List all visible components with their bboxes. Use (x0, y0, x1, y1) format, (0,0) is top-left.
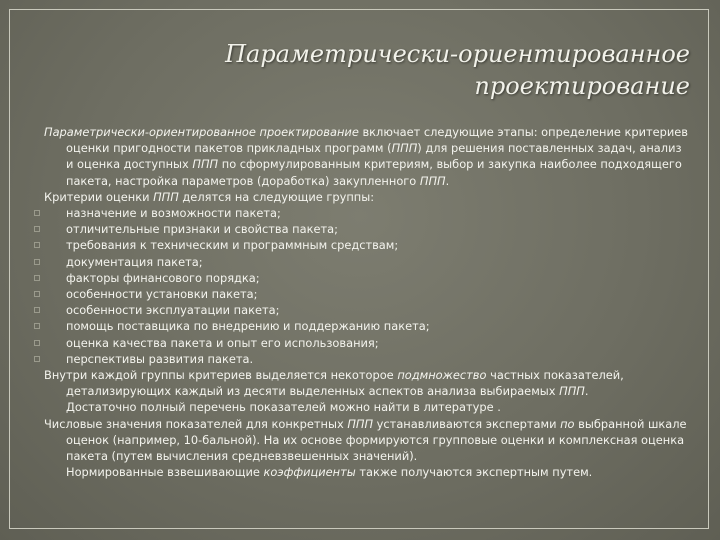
ppp-abbr: ППП (192, 157, 219, 172)
bullet-square-icon (34, 242, 40, 248)
list-item-text: помощь поставщика по внедрению и поддержанию пакета; (66, 319, 430, 334)
subset-text-4: Достаточно полный перечень показателей можно найти в литературе . (66, 400, 501, 415)
bullet-square-icon (34, 323, 40, 329)
term-emphasis: Параметрически-ориентированное проектирование (44, 125, 359, 139)
bullet-square-icon (34, 307, 40, 313)
list-item-text: перспективы развития пакета. (66, 351, 254, 366)
bullet-square-icon (34, 340, 40, 346)
list-item (44, 335, 692, 351)
list-item (44, 318, 692, 334)
ppp-abbr: ППП (419, 173, 446, 188)
ppp-abbr: ППП (347, 416, 374, 431)
list-item (44, 254, 692, 270)
list-item-text: факторы финансового порядка; (66, 270, 260, 285)
bullet-square-icon (34, 226, 40, 232)
list-item-text: особенности эксплуатации пакета; (66, 303, 280, 318)
values-text-5: также получаются экспертным путем. (355, 465, 593, 480)
bullet-square-icon (34, 291, 40, 297)
subset-text-1: Внутри каждой группы критериев выделяется некоторое (44, 368, 398, 383)
subset-text-3: . (584, 384, 589, 399)
list-item-text: оценка качества пакета и опыт его использования; (66, 335, 379, 350)
list-item-text: назначение и возможности пакета; (66, 206, 281, 221)
list-item-text: отличительные признаки и свойства пакета; (66, 222, 338, 237)
bullet-square-icon (34, 210, 40, 216)
slide-body (44, 124, 692, 480)
intro-text-2: ) для решения поставленных задач, анализ и оценка доступных (66, 141, 682, 172)
list-item (44, 237, 692, 253)
intro-text-1: включает следующие этапы: определение критериев оценки пригодности пакетов прикладных программ ( (66, 125, 688, 156)
values-text-2: устанавливаются экспертами (373, 416, 561, 431)
list-item (44, 286, 692, 302)
bullet-square-icon (34, 356, 40, 362)
coefficients-emphasis: коэффициенты (263, 465, 356, 480)
paragraph-subset (44, 367, 692, 416)
list-item (44, 221, 692, 237)
list-item-text: особенности установки пакета; (66, 287, 258, 302)
intro-text-3: по сформулированным критериям, выбор и закупка наиболее подходящего пакета, настройка параметров (доработка) закупленного (66, 157, 682, 188)
list-item-text: документация пакета; (66, 254, 203, 269)
criteria-list (44, 205, 692, 367)
bullet-square-icon (34, 275, 40, 281)
paragraph-values (44, 416, 692, 481)
paragraph-criteria-heading (44, 189, 692, 205)
list-item-text: требования к техническим и программным средствам; (66, 238, 399, 253)
ppp-abbr: ППП (153, 189, 179, 204)
values-text-1: Числовые значения показателей для конкретных (44, 416, 348, 431)
subset-emphasis: подмножество (397, 368, 487, 383)
list-item (44, 351, 692, 367)
values-text-4: Нормированные взвешивающие (66, 465, 264, 480)
criteria-text-2: делятся на следующие группы: (178, 189, 375, 204)
criteria-text-1: Критерии оценки (44, 189, 154, 204)
list-item (44, 205, 692, 221)
values-emphasis: по (560, 416, 575, 431)
list-item (44, 302, 692, 318)
subset-text-2: частных показателей, детализирующих каждый из десяти выделенных аспектов анализа выбираемых (66, 368, 624, 399)
bullet-square-icon (34, 259, 40, 265)
intro-text-4: . (445, 173, 450, 188)
ppp-abbr: ППП (391, 141, 418, 156)
ppp-abbr: ППП (559, 384, 585, 399)
paragraph-intro (44, 124, 692, 189)
values-text-3: выбранной шкале оценок (например, 10-бальной). На их основе формируются групповые оценки и комплексная оценка пакета (путем вычисления средневзвешенных значений). (66, 416, 687, 464)
title-line-1: Параметрически-ориентированное (225, 40, 690, 68)
list-item (44, 270, 692, 286)
slide-title (90, 38, 690, 102)
title-line-2: проектирование (474, 72, 690, 100)
